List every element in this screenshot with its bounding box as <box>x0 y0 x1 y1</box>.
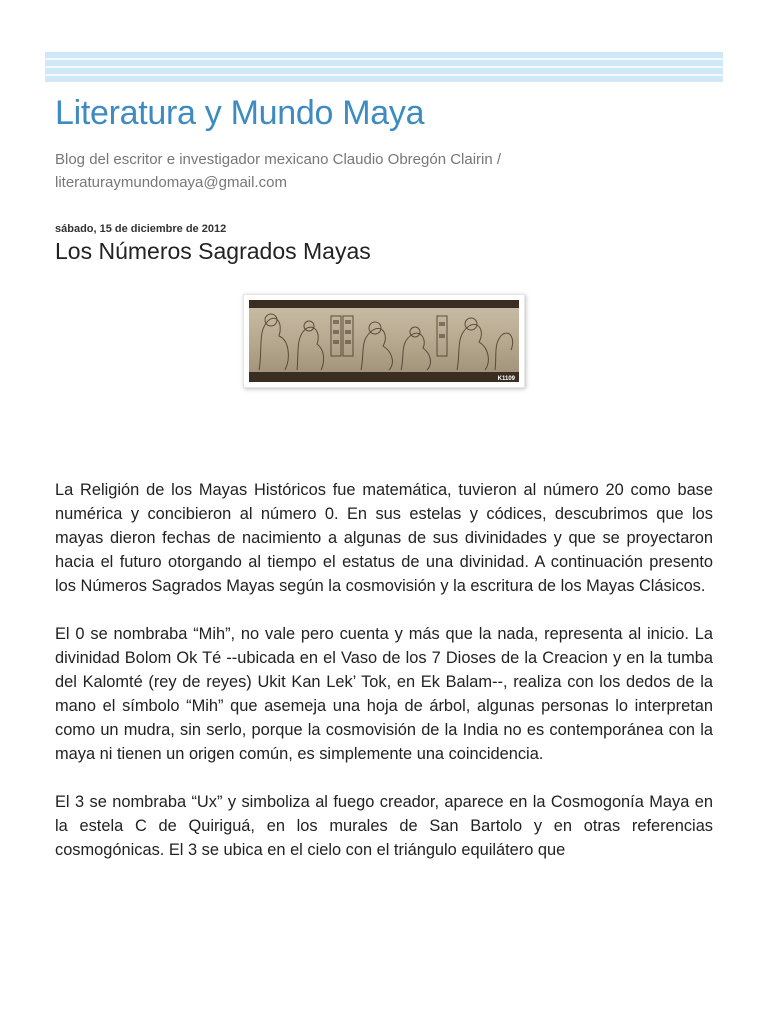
post-image[interactable] <box>243 294 525 388</box>
blog-title-link[interactable]: Literatura y Mundo Maya <box>55 94 425 132</box>
maya-vase-rollout-image <box>249 300 519 382</box>
vase-background <box>249 300 519 382</box>
post-paragraph: La Religión de los Mayas Históricos fue matemática, tuvieron al número 20 como base numérica y concibieron al número 0. En sus estelas y códices, descubrimos que los mayas dieron fechas de nacimiento a algunas de sus divinidades y que se proyectaron hacia el futuro otorgando al tiempo el estatus de una divinidad. A continuación presento los Números Sagrados Mayas según la cosmovisión y la escritura de los Mayas Clásicos. <box>55 481 713 595</box>
post-paragraph: El 3 se nombraba “Ux” y simboliza al fuego creador, aparece en la Cosmogonía Maya en la estela C de Quiriguá, en los murales de San Bartolo y en otras referencias cosmogónicas. El 3 se ubica en el cielo con el triángulo equilátero que <box>55 793 713 859</box>
post-date: sábado, 15 de diciembre de 2012 <box>55 223 227 235</box>
vase-bottom-band <box>249 372 519 382</box>
blog-description: Blog del escritor e investigador mexicano Claudio Obregón Clairin / literaturaymundomaya@gmail.com <box>55 151 502 191</box>
post-body <box>55 478 713 886</box>
header-band <box>45 52 723 82</box>
vase-top-band <box>249 300 519 308</box>
header-stripe <box>45 58 723 60</box>
post-title[interactable]: Los Números Sagrados Mayas <box>55 238 371 264</box>
header-stripe <box>45 74 723 76</box>
post-paragraph: El 0 se nombraba “Mih”, no vale pero cuenta y más que la nada, representa al inicio. La divinidad Bolom Ok Té --ubicada en el Vaso de los 7 Dioses de la Creacion y en la tumba del Kalomté (rey de reyes) Ukit Kan Lek’ Tok, en Ek Balam--, realiza con los dedos de la mano el símbolo “Mih” que asemeja una hoja de árbol, algunas personas lo interpretan como un mudra, sin serlo, porque la cosmovisión de la India no es contemporánea con la maya ni tienen un origen común, es simplemente una coincidencia. <box>55 625 713 763</box>
image-catalog-mark: K1109 <box>497 376 515 382</box>
header-stripe <box>45 66 723 68</box>
